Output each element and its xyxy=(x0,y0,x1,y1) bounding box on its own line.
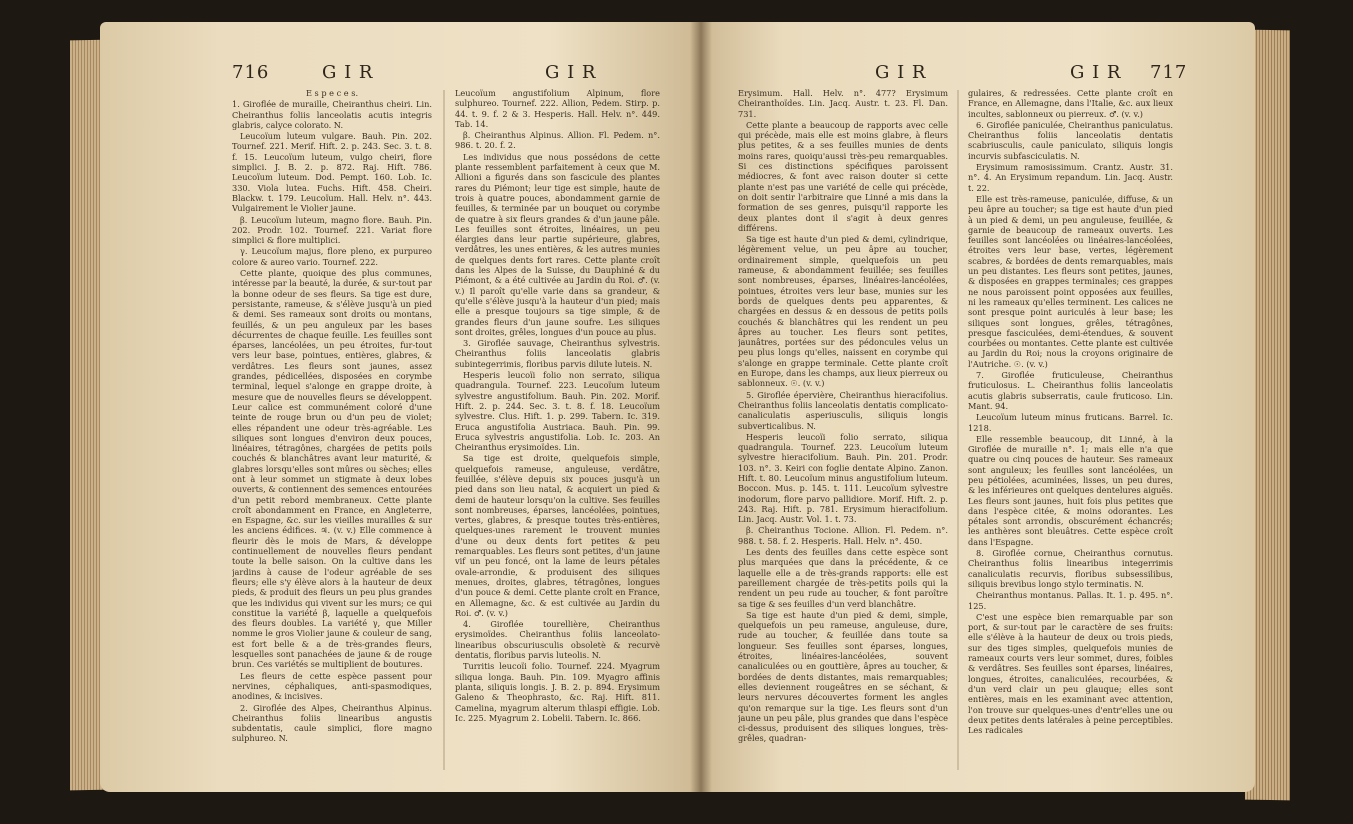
paragraph: Sa tige est haute d'un pied & demi, cylindrique, légèrement velue, un peu âpre au toucher, ordinairement simple, quelquefois un peu rameuse, & abondamment feuillée; ses feuilles sont nombreuses, éparses, linéaires-lancéolées, pointues, étroites vers leur base, munies sur les bords de quelques dents peu apparentes, & chargées en dessus & en dessous de petits poils couchés & blanchâtres qui les rendent un peu âpres au toucher. Les fleurs sont petites, jaunâtres, portées sur des pédoncules velus un peu plus longs qu'elles, naissent en corymbe qui s'alonge en grappe terminale. Cette plante croît en Europe, dans les champs, aux lieux pierreux ou sablonneux. ☉. (v. v.) xyxy=(738,234,948,389)
paragraph: Elle ressemble beaucoup, dit Linné, à la Giroflée de muraille n°. 1; mais elle n'a que quatre ou cinq pouces de hauteur. Ses rameaux sont anguleux; les feuilles sont lancéolées, un peu pétiolées, acuminées, lisses, un peu dures, & les inférieures ont quelques dentelures aiguës. Les fleurs sont jaunes, huit fois plus petites que dans l'espèce citée, & moins odorantes. Les pétales sont arrondis, obscurément échancrés; les anthères sont bleuâtres. Cette espèce croît dans l'Espagne. xyxy=(968,433,1173,547)
paragraph: 3. Giroflée sauvage, Cheiranthus sylvestris. Cheiranthus foliis lanceolatis glabris subintegerrimis, floribus parvis dilute luteis. N. xyxy=(455,338,660,369)
left-running-head: G I R xyxy=(322,62,374,83)
paragraph: Sa tige est droite, quelquefois simple, quelquefois rameuse, anguleuse, verdâtre, feuillée, s'élève depuis six pouces jusqu'à un pied dans son lieu natal, & acquiert un pied & demi de hauteur lorsqu'on la cultive. Ses feuilles sont nombreuses, éparses, lancéolées, pointues, vertes, glabres, & presque toutes très-entières, quelques-unes rarement le trouvent munies d'une ou deux dents fort petites & peu remarquables. Les fleurs sont petites, d'un jaune vif un peu foncé, ont la lame de leurs pétales ovale-arrondie, & produisent des siliques menues, droites, glabres, tétragônes, longues d'un pouce & demi. Cette plante croît en France, en Allemagne, &c. & est cultivée au Jardin du Roi. ♂. (v. v.) xyxy=(455,453,660,618)
paragraph: Leucoïum luteum minus fruticans. Barrel. Ic. 1218. xyxy=(968,412,1173,433)
column-divider-right xyxy=(957,90,959,770)
book-gutter xyxy=(690,22,712,792)
right-page-column-1 xyxy=(738,88,948,773)
paragraph: E s p e c e s. xyxy=(305,88,359,98)
column-divider-left xyxy=(443,90,445,770)
paragraph: 8. Giroflée cornue, Cheiranthus cornutus. Cheiranthus foliis linearibus integerrimis canaliculatis recurvis, floribus subsessilibus, siliquis brevibus longo stylo terminatis. N. xyxy=(968,548,1173,589)
paragraph: Erysimum ramosissimum. Crantz. Austr. 31. n°. 4. An Erysimum repandum. Lin. Jacq. Austr. t. 22. xyxy=(968,162,1173,193)
paragraph: 2. Giroflée des Alpes, Cheiranthus Alpinus. Cheiranthus foliis linearibus angustis subdentatis, caule simplici, flore magno sulphureo. N. xyxy=(232,702,432,744)
left-page-column-2 xyxy=(455,88,660,773)
right-page-column-2 xyxy=(968,88,1173,773)
left-page-number: 716 xyxy=(232,62,270,83)
paragraph: Les individus que nous possédons de cette plante ressemblent parfaitement à ceux que M. Allioni a figurés dans son fascicule des plantes rares du Piémont; leur tige est simple, haute de trois à quatre pouces, abondamment garnie de feuilles, & terminée par un bouquet ou corymbe de quatre à six fleurs grandes & d'un jaune pâle. Les feuilles sont étroites, linéaires, un peu élargies dans leur partie supérieure, glabres, verdâtres, les unes entières, & les autres munies de quelques dents fort rares. Cette plante croît dans les Alpes de la Suisse, du Dauphiné & du Piémont, & a été cultivée au Jardin du Roi. ♂. (v. v.) Il paroît qu'elle varie dans sa grandeur, & qu'elle s'élève jusqu'à la hauteur d'un pied; mais elle a presque toujours sa tige simple, & de grandes fleurs d'un jaune soufre. Les siliques sont droites, grêles, longues d'un pouce au plus. xyxy=(455,151,660,337)
paragraph: 1. Giroflée de muraille, Cheiranthus cheiri. Lin. Cheiranthus foliis lanceolatis acutis integris glabris, calyce colorato. N. xyxy=(232,99,432,130)
paragraph: C'est une espèce bien remarquable par son port, & sur-tout par le caractère de ses fruits: elle s'élève à la hauteur de deux ou trois pieds, sur des tiges simples, quelquefois munies de rameaux courts vers leur sommet, dures, foibles & verdâtres. Ses feuilles sont éparses, linéaires, longues, étroites, canaliculées, recourbées, & d'un verd clair un peu glauque; elles sont entières, mais en les examinant avec attention, l'on trouve sur quelques-unes d'entr'elles une ou deux petites dents latérales à peine perceptibles. Les radicales xyxy=(968,611,1173,736)
paragraph: Cette plante a beaucoup de rapports avec celle qui précède, mais elle est moins glabre, à fleurs plus petites, & a ses feuilles munies de dents moins rares, quoiqu'aussi très-peu remarquables. Si ces distinctions spécifiques paroissent médiocres, & font avec raison douter si cette plante n'est pas une variété de celle qui précède, on doit sentir l'arbitraire que Linné a mis dans la formation de ses genres, puisqu'il rapporte les deux plantes dont il s'agit à deux genres différens. xyxy=(738,119,948,233)
paragraph: 7. Giroflée fruticuleuse, Cheiranthus fruticulosus. L. Cheiranthus foliis lanceolatis acutis glabris subserratis, caule fruticoso. Lin. Mant. 94. xyxy=(968,370,1173,411)
left-page-column-1 xyxy=(232,88,432,773)
right-running-head-2: G I R xyxy=(1070,62,1122,83)
paragraph: Cheiranthus montanus. Pallas. It. 1. p. 495. n°. 125. xyxy=(968,590,1173,611)
paragraph: Cette plante, quoique des plus communes, intéresse par la beauté, la durée, & sur-tout par la bonne odeur de ses fleurs. Sa tige est dure, persistante, rameuse, & s'élève jusqu'à un pied & demi. Ses rameaux sont droits ou montans, feuillés, & un peu anguleux par les bases décurrentes de chaque feuille. Les feuilles sont éparses, lancéolées, un peu étroites, fur-tout vers leur base, pointues, entières, glabres, & verdâtres. Les fleurs sont jaunes, assez grandes, pédicellées, disposées en corymbe terminal, lequel s'alonge en grappe droite, à mesure que de nouvelles fleurs se développent. Leur calice est communément coloré d'une teinte de rouge brun ou d'un peu de violet; elles répandent une odeur très-agréable. Les siliques sont longues d'environ deux pouces, linéaires, tétragônes, chargées de petits poils couchés & blanchâtres avant leur maturité, & glabres lorsqu'elles sont mûres ou sèches; elles ont à leur sommet un stigmate à deux lobes ouverts, & contiennent des semences entourées d'un petit rebord membraneux. Cette plante croît abondamment en France, en Angleterre, en Espagne, &c. sur les vieilles murailles & sur les anciens édifices. ♃. (v. v.) Elle commence à fleurir dès le mois de Mars, & développe continuellement de nouvelles fleurs pendant toute la belle saison. On la cultive dans les jardins à cause de l'odeur agréable de ses fleurs; elle s'y élève alors à la hauteur de deux pieds, & produit des fleurs un peu plus grandes que les individus qui vivent sur les murs; ce qui constitue la variété β, laquelle a quelquefois des fleurs doubles. La variété γ, que Miller nomme le gros Violier jaune & couleur de sang, est fort belle & a de très-grandes fleurs, lesquelles sont panachées de jaune & de rouge brun. Ces variétés se multiplient de boutures. xyxy=(232,268,432,670)
paragraph: Leucoïum angustifolium Alpinum, flore sulphureo. Tournef. 222. Allion, Pedem. Stirp. p. 44. t. 9. f. 2 & 3. Hesperis. Hall. Helv. n°. 449. Tab. 14. xyxy=(455,88,660,129)
paragraph: Les dents des feuilles dans cette espèce sont plus marquées que dans la précédente, & ce laquelle elle a de très-grands rapports: elle est pareillement chargée de très-petits poils qui la rendent un peu rude au toucher, & font paroître sa tige & ses feuilles d'un verd blanchâtre. xyxy=(738,547,948,609)
paragraph: β. Leucoïum luteum, magno flore. Bauh. Pin. 202. Prodr. 102. Tournef. 221. Variat flore simplici & flore multiplici. xyxy=(232,214,432,246)
paragraph: 4. Giroflée tourellière, Cheiranthus erysimoïdes. Cheiranthus foliis lanceolato-linearibus obscuriusculis obsoletè & recurvè dentatis, floribus parvis luteolis. N. xyxy=(455,619,660,661)
paragraph: β. Cheiranthus Tocione. Allion. Fl. Pedem. n°. 988. t. 58. f. 2. Hesperis. Hall. Helv. n°. 450. xyxy=(738,525,948,546)
paragraph: Turritis leucoïi folio. Tournef. 224. Myagrum siliqua longa. Bauh. Pin. 109. Myagro affinis planta, siliquis longis. J. B. 2. p. 894. Erysimum Galeno & Theophrasto, &c. Raj. Hift. 811. Camelina, myagrum alterum thlaspi effigie. Lob. Ic. 225. Myagrum 2. Lobelii. Tabern. Ic. 866. xyxy=(455,661,660,723)
left-running-head-2: G I R xyxy=(545,62,597,83)
paragraph: Hesperis leucoïi folio non serrato, siliqua quadrangula. Tournef. 223. Leucoïum luteum sylvestre angustifolium. Bauh. Pin. 202. Morif. Hift. 2. p. 244. Sec. 3. t. 8. f. 18. Leucoïum sylvestre. Clus. Hift. 1. p. 299. Tabern. Ic. 319. Eruca angustifolia Austriaca. Bauh. Pin. 99. Eruca sylvestris angustifolia. Lob. Ic. 203. An Cheiranthus erysimoïdes. Lin. xyxy=(455,370,660,453)
paragraph: Sa tige est haute d'un pied & demi, simple, quelquefois un peu rameuse, anguleuse, dure, rude au toucher, & feuillée dans toute sa longueur. Ses feuilles sont éparses, longues, étroites, linéaires-lancéolées, souvent canaliculées ou en gouttière, âpres au toucher, & bordées de dents distantes, mais remarquables; elles deviennent rougeâtres en se séchant, & leurs nervures découvertes forment les angles qu'on remarque sur la tige. Les fleurs sont d'un jaune un peu pâle, plus grandes que dans l'espèce ci-dessus, produisent des siliques longues, très-grêles, quadran- xyxy=(738,609,948,744)
paragraph: 5. Giroflée épervière, Cheiranthus hieracifolius. Cheiranthus foliis lanceolatis dentatis complicato-canaliculatis asperiusculis, siliquis longis subverticalibus. N. xyxy=(738,389,948,431)
paragraph: Elle est très-rameuse, paniculée, diffuse, & un peu âpre au toucher; sa tige est haute d'un pied à un pied & demi, un peu anguleuse, feuillée, & garnie de beaucoup de rameaux ouverts. Les feuilles sont lancéolées ou linéaires-lancéolées, étroites vers leur base, vertes, légèrement scabres, & bordées de dents remarquables, mais un peu distantes. Les fleurs sont petites, jaunes, & disposées en grappes terminales; ces grappes ne nous paroissent point opposées aux feuilles, ni les rameaux qu'elles terminent. Les calices ne sont presque point auriculés à leur base; les siliques sont longues, grêles, tétragônes, presque fasciculées, demi-étendues, & souvent courbées ou montantes. Cette plante est cultivée au Jardin du Roi; nous la croyons originaire de l'Autriche. ☉. (v. v.) xyxy=(968,193,1173,369)
paragraph: Les fleurs de cette espèce passent pour nervines, céphaliques, anti-spasmodiques, anodines, & incisives. xyxy=(232,670,432,702)
right-running-head: G I R xyxy=(875,62,927,83)
paragraph: γ. Leucoïum majus, flore pleno, ex purpureo colore & aureo vario. Tournef. 222. xyxy=(232,246,432,267)
paragraph: Erysimum. Hall. Helv. n°. 477? Erysimum Cheiranthoïdes. Lin. Jacq. Austr. t. 23. Fl. Dan. 731. xyxy=(738,88,948,119)
paragraph: gulaires, & redressées. Cette plante croît en France, en Allemagne, dans l'Italie, &c. aux lieux incultes, sablonneux ou pierreux. ♂. (v. v.) xyxy=(968,88,1173,119)
paragraph: β. Cheiranthus Alpinus. Allion. Fl. Pedem. n°. 986. t. 20. f. 2. xyxy=(455,130,660,151)
paragraph: 6. Giroflée paniculée, Cheiranthus paniculatus. Cheiranthus foliis lanceolatis dentatis scabriusculis, caule paniculato, siliquis longis incurvis subfasciculatis. N. xyxy=(968,119,1173,161)
paragraph: Hesperis leucoïi folio serrato, siliqua quadrangula. Tournef. 223. Leucoïum luteum sylvestre hieracifolium. Bauh. Pin. 201. Prodr. 103. n°. 3. Keiri con foglie dentate Alpino. Zanon. Hift. t. 80. Leucoïum minus angustifolium luteum. Boccon. Mus. p. 145. t. 111. Leucoïum sylvestre inodorum, flore parvo pallidiore. Morif. Hift. 2. p. 243. Raj. Hift. p. 781. Erysimum hieracifolium. Lin. Jacq. Austr. Vol. 1. t. 73. xyxy=(738,431,948,525)
right-page-number: 717 xyxy=(1150,62,1188,83)
paragraph: Leucoïum luteum vulgare. Bauh. Pin. 202. Tournef. 221. Merif. Hift. 2. p. 243. Sec. 3. t. 8. f. 15. Leucoïum luteum, vulgo cheiri, flore simplici. J. B. 2. p. 872. Raj. Hift. 786. Leucoïum luteum. Dod. Pempt. 160. Lob. Ic. 330. Viola lutea. Fuchs. Hift. 458. Cheiri. Blackw. t. 179. Leucoïum. Hall. Helv. n°. 443. Vulgairement le Violier jaune. xyxy=(232,131,432,214)
